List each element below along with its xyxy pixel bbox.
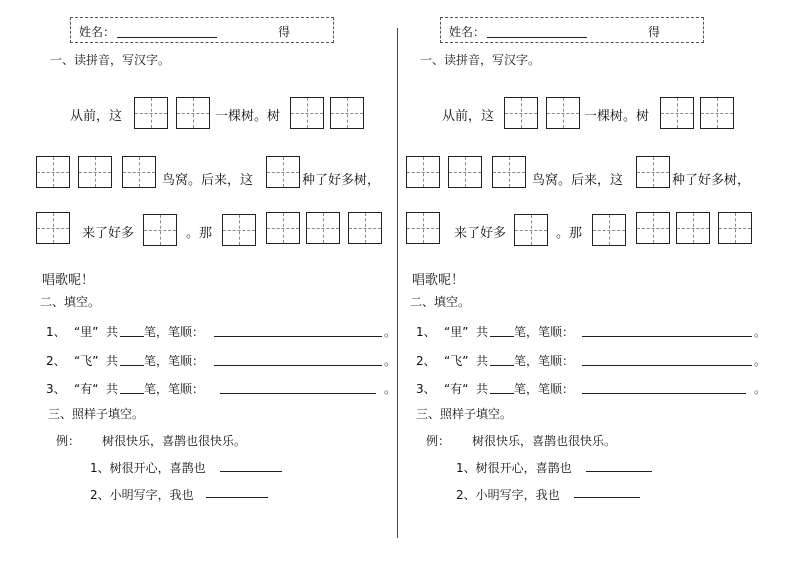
score-label: 得 <box>278 25 291 39</box>
worksheet-right <box>370 0 767 561</box>
example-label: 例： <box>426 434 451 448</box>
answer-blank[interactable] <box>574 497 640 498</box>
q2-item-rest: 笔，笔顺： <box>514 382 575 396</box>
q2-item-number: 2、 <box>416 354 436 368</box>
q2-item-number: 3、 <box>416 382 436 396</box>
q2-item-rest: 笔，笔顺： <box>144 382 205 396</box>
row1-mid: 一棵树。树 <box>584 109 650 124</box>
q2-item-char: “飞” <box>444 354 469 368</box>
name-label: 姓名： <box>449 25 486 39</box>
pinyin-box[interactable] <box>78 156 112 188</box>
q2-item-char: “有“ <box>74 382 99 396</box>
q2-item-number: 3、 <box>46 382 66 396</box>
row2-text1: 鸟窝。后来，这 <box>162 173 254 188</box>
stroke-order-blank[interactable] <box>582 336 752 337</box>
q3-item: 1、树很开心，喜鹊也 <box>90 461 206 475</box>
stroke-order-blank[interactable] <box>582 365 752 366</box>
stroke-count-blank[interactable] <box>120 365 144 366</box>
q2-item-rest: 笔，笔顺： <box>514 325 575 339</box>
q2-item-end: 。 <box>754 325 767 339</box>
q3-item: 2、小明写字，我也 <box>90 488 194 502</box>
pinyin-box[interactable] <box>660 97 694 129</box>
q2-item-number: 2、 <box>46 354 66 368</box>
q2-item-rest: 笔，笔顺： <box>144 354 205 368</box>
row2-text2: 种了好多树， <box>302 173 381 188</box>
name-input-line[interactable] <box>487 37 587 38</box>
q1-heading: 一、读拼音，写汉字。 <box>420 53 541 67</box>
q2-item-gong: 共 <box>476 325 489 339</box>
q2-item-gong: 共 <box>106 325 119 339</box>
q2-item-end: 。 <box>384 382 397 396</box>
row3-text1: 来了好多 <box>454 226 507 241</box>
q2-item-end: 。 <box>754 354 767 368</box>
q2-item-number: 1、 <box>416 325 436 339</box>
pinyin-box[interactable] <box>134 97 168 129</box>
pinyin-box[interactable] <box>592 214 626 246</box>
answer-blank[interactable] <box>220 471 282 472</box>
name-box <box>70 17 334 43</box>
name-input-line[interactable] <box>117 37 217 38</box>
stroke-order-blank[interactable] <box>582 393 746 394</box>
pinyin-box[interactable] <box>718 212 752 244</box>
stroke-count-blank[interactable] <box>490 336 514 337</box>
pinyin-box[interactable] <box>222 214 256 246</box>
pinyin-box[interactable] <box>504 97 538 129</box>
q2-item-char: “里” <box>74 325 99 339</box>
q3-item: 2、小明写字，我也 <box>456 488 560 502</box>
q2-item-gong: 共 <box>106 382 119 396</box>
name-box <box>440 17 704 43</box>
stroke-count-blank[interactable] <box>120 393 144 394</box>
q2-item-number: 1、 <box>46 325 66 339</box>
pinyin-box[interactable] <box>406 156 440 188</box>
example-label: 例： <box>56 434 81 448</box>
q3-heading: 三、照样子填空。 <box>48 407 145 421</box>
pinyin-box[interactable] <box>176 97 210 129</box>
score-label: 得 <box>648 25 661 39</box>
pinyin-box[interactable] <box>406 212 440 244</box>
name-label: 姓名： <box>79 25 116 39</box>
q2-heading: 二、填空。 <box>40 295 101 309</box>
pinyin-box[interactable] <box>330 97 364 129</box>
row2-text2: 种了好多树， <box>672 173 751 188</box>
pinyin-box[interactable] <box>546 97 580 129</box>
pinyin-box[interactable] <box>636 212 670 244</box>
pinyin-box[interactable] <box>306 212 340 244</box>
q2-item-char: “里” <box>444 325 469 339</box>
q2-item-gong: 共 <box>476 382 489 396</box>
stroke-order-blank[interactable] <box>220 393 376 394</box>
pinyin-box[interactable] <box>36 156 70 188</box>
q2-item-rest: 笔，笔顺： <box>514 354 575 368</box>
row3-text2: 。那 <box>556 226 583 241</box>
row3-text1: 来了好多 <box>82 226 135 241</box>
ending-text: 唱歌呢！ <box>42 273 95 288</box>
pinyin-box[interactable] <box>122 156 156 188</box>
q2-item-end: 。 <box>754 382 767 396</box>
q2-item-char: “有“ <box>444 382 469 396</box>
row1-mid: 一棵树。树 <box>215 109 281 124</box>
q2-heading: 二、填空。 <box>410 295 471 309</box>
q2-item-gong: 共 <box>106 354 119 368</box>
row2-text1: 鸟窝。后来，这 <box>532 173 624 188</box>
pinyin-box[interactable] <box>266 212 300 244</box>
row3-text2: 。那 <box>186 226 213 241</box>
stroke-order-blank[interactable] <box>214 365 382 366</box>
answer-blank[interactable] <box>206 497 268 498</box>
answer-blank[interactable] <box>586 471 652 472</box>
q2-item-end: 。 <box>384 325 397 339</box>
stroke-count-blank[interactable] <box>490 393 514 394</box>
pinyin-box[interactable] <box>448 156 482 188</box>
pinyin-box[interactable] <box>492 156 526 188</box>
pinyin-box[interactable] <box>636 156 670 188</box>
ending-text: 唱歌呢！ <box>412 273 465 288</box>
pinyin-box[interactable] <box>676 212 710 244</box>
q2-item-rest: 笔，笔顺： <box>144 325 205 339</box>
q2-item-gong: 共 <box>476 354 489 368</box>
pinyin-box[interactable] <box>700 97 734 129</box>
example-text: 树很快乐，喜鹊也很快乐。 <box>472 434 617 448</box>
pinyin-box[interactable] <box>36 212 70 244</box>
q3-item: 1、树很开心，喜鹊也 <box>456 461 572 475</box>
stroke-count-blank[interactable] <box>490 365 514 366</box>
q1-heading: 一、读拼音，写汉字。 <box>50 53 171 67</box>
example-text: 树很快乐，喜鹊也很快乐。 <box>102 434 247 448</box>
q2-item-char: “飞” <box>74 354 99 368</box>
pinyin-box[interactable] <box>290 97 324 129</box>
stroke-count-blank[interactable] <box>120 336 144 337</box>
q3-heading: 三、照样子填空。 <box>416 407 513 421</box>
q2-item-end: 。 <box>384 354 397 368</box>
pinyin-box[interactable] <box>266 156 300 188</box>
stroke-order-blank[interactable] <box>214 336 382 337</box>
row1-prefix: 从前，这 <box>442 109 495 124</box>
pinyin-box[interactable] <box>143 214 177 246</box>
row1-prefix: 从前，这 <box>70 109 123 124</box>
pinyin-box[interactable] <box>514 214 548 246</box>
